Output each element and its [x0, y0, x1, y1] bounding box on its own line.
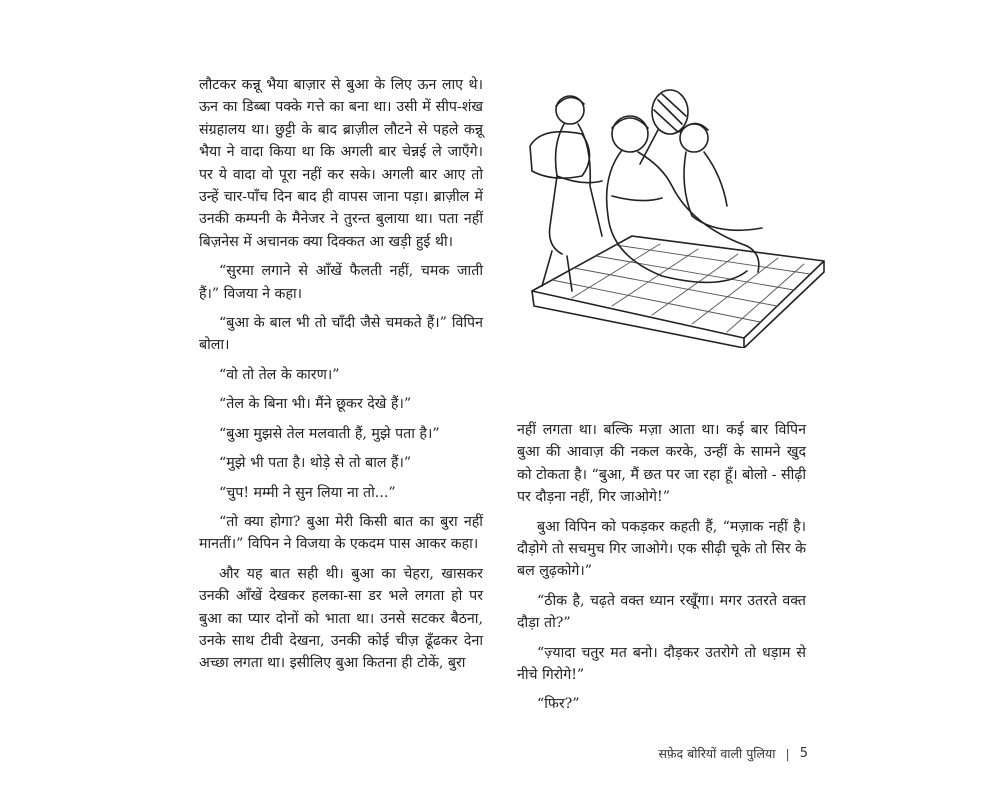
page-footer: [614, 745, 808, 762]
right-column: [517, 419, 806, 716]
paragraph: “ज़्यादा चतुर मत बनो। दौड़कर उतरोगे तो धड़ाम से नीचे गिरोगे!”: [517, 644, 806, 684]
paragraph: “तेल के बिना भी। मैंने छूकर देखे हैं।”: [219, 396, 412, 413]
paragraph: “मुझे भी पता है। थोड़े से तो बाल हैं।”: [219, 455, 412, 472]
paragraph: “फिर?”: [537, 696, 580, 713]
footer-separator: |: [785, 746, 790, 761]
paragraph: “बुआ के बाल भी तो चाँदी जैसे चमकते हैं।” विपिन बोला।: [199, 315, 483, 354]
illustration-sketch: [512, 86, 842, 348]
paragraph: “वो तो तेल के कारण।”: [219, 366, 340, 383]
paragraph: “सुरमा लगाने से आँखें फैलती नहीं, चमक जाती हैं।” विजया ने कहा।: [199, 263, 483, 302]
paragraph: नहीं लगता था। बल्कि मज़ा आता था। कई बार विपिन बुआ की आवाज़ की नकल करके, उन्हीं के सामने खुद को टोकता है। “बुआ, मैं छत पर जा रहा हूँ। बोलो - सीढ़ी पर दौड़ना नहीं, गिर जाओगे!”: [517, 422, 806, 506]
paragraph: लौटकर कन्नू भैया बाज़ार से बुआ के लिए ऊन लाए थे। ऊन का डिब्बा पक्के गत्ते का बना था। उसी में सीप-शंख संग्रहालय था। छुट्टी के बाद ब्राज़ील लौटने से पहले कन्नू भैया ने वादा किया था कि अगली बार चेन्नई ले जाएँगे। पर ये वादा वो पूरा नहीं कर सके। अगली बार आए तो उन्हें चार-पाँच दिन बाद ही वापस जाना पड़ा। ब्राज़ील में उनकी कम्पनी के मैनेजर ने तुरन्त बुलाया था। पता नहीं बिज़नेस में अचानक क्या दिक्कत आ खड़ी हुई थी।: [199, 77, 483, 250]
paragraph: और यह बात सही थी। बुआ का चेहरा, खासकर उनकी आँखें देखकर हलका-सा डर भले लगता हो पर बुआ का प्यार दोनों को भाता था। उनसे सटकर बैठना, उनके साथ टीवी देखना, उनकी कोई चीज़ ढूँढकर देना अच्छा लगता था। इसीलिए बुआ कितना ही टोकें, बुरा: [199, 565, 483, 672]
book-title: सफ़ेद बोरियों वाली पुलिया: [658, 746, 776, 761]
paragraph: “चुप! मम्मी ने सुन लिया ना तो...”: [219, 484, 396, 501]
paragraph: “ठीक है, चढ़ते वक्त ध्यान रखूँगा। मगर उतरते वक्त दौड़ा तो?”: [517, 592, 806, 632]
left-column: [199, 74, 483, 675]
page-number: 5: [799, 746, 808, 761]
paragraph: “तो क्या होगा? बुआ मेरी किसी बात का बुरा नहीं मानतीं।” विपिन ने विजया के एकदम पास आकर कहा।: [199, 513, 483, 553]
paragraph: बुआ विपिन को पकड़कर कहती हैं, “मज़ाक नहीं है। दौड़ोगे तो सचमुच गिर जाओगे। एक सीढ़ी चूके तो सिर के बल लुढ़कोगे।”: [517, 518, 806, 580]
paragraph: “बुआ मुझसे तेल मलवाती हैं, मुझे पता है।”: [219, 425, 440, 442]
